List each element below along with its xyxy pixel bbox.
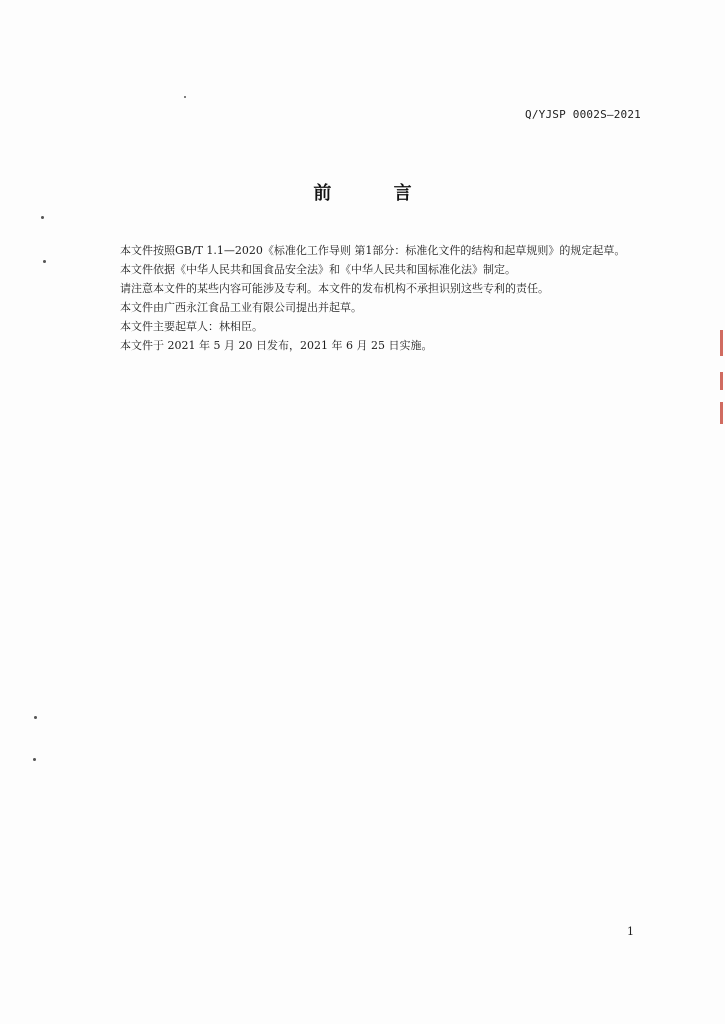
document-code: Q/YJSP 0002S—2021 — [525, 108, 641, 121]
paragraph-proposer: 本文件由广西永江食品工业有限公司提出并起草。 — [120, 301, 362, 314]
scan-speck — [43, 260, 46, 263]
scan-speck — [184, 96, 186, 98]
section-heading: 前 言 — [313, 183, 440, 204]
page-number: 1 — [627, 925, 634, 938]
seal-edge-mark — [720, 330, 723, 356]
foreword-body — [98, 241, 646, 355]
seal-edge-mark — [720, 372, 723, 390]
paragraph-legal-basis: 本文件依据《中华人民共和国食品安全法》和《中华人民共和国标准化法》制定。 — [120, 263, 516, 276]
paragraph-standard-basis: 本文件按照GB/T 1.1—2020《标准化工作导则 第1部分：标准化文件的结构和起草规则》的规定起草。 — [120, 244, 626, 257]
scan-speck — [33, 758, 36, 761]
scan-speck — [34, 716, 37, 719]
paragraph-drafter: 本文件主要起草人：林相臣。 — [120, 320, 263, 333]
scan-speck — [41, 216, 44, 219]
seal-edge-mark — [720, 402, 723, 424]
paragraph-patent-notice: 请注意本文件的某些内容可能涉及专利。本文件的发布机构不承担识别这些专利的责任。 — [120, 282, 549, 295]
paragraph-dates: 本文件于 2021 年 5 月 20 日发布，2021 年 6 月 25 日实施。 — [120, 339, 433, 352]
